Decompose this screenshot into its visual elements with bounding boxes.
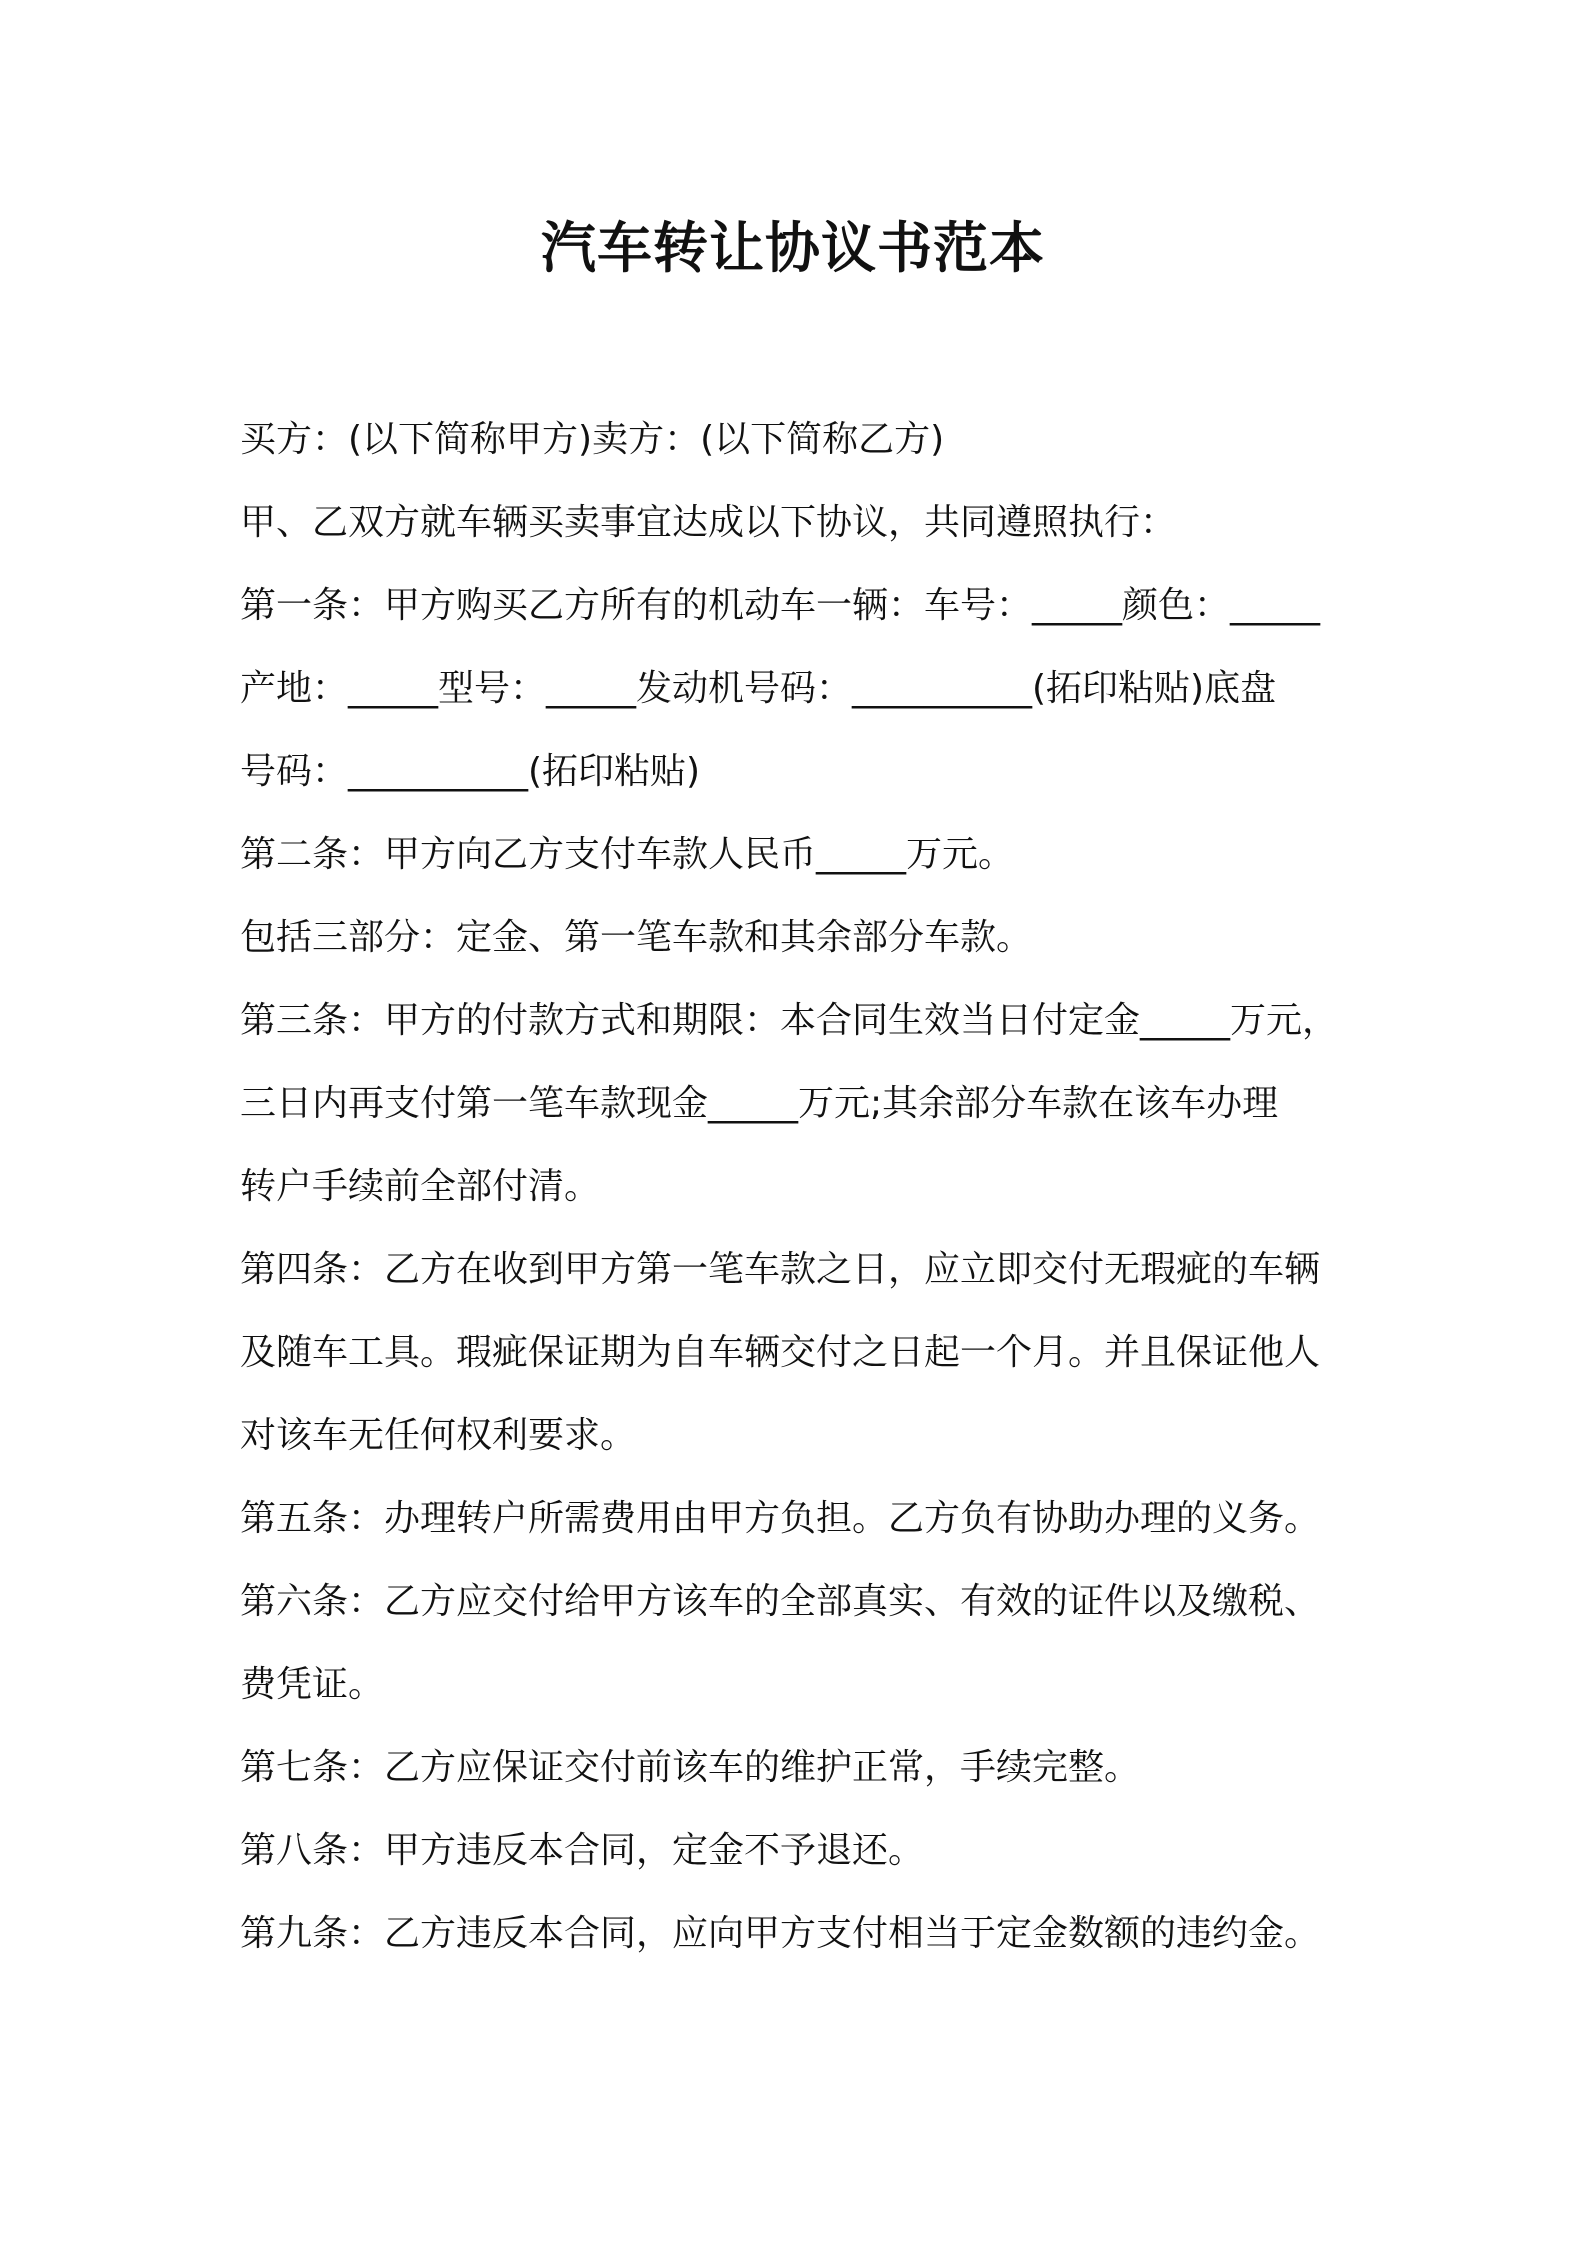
body-line-article-4-cont-2: 对该车无任何权利要求。 xyxy=(240,1415,637,1456)
body-line-article-6-cont: 费凭证。 xyxy=(240,1664,385,1705)
body-line-article-2: 第二条：甲方向乙方支付车款人民币_____万元。 xyxy=(240,834,1015,875)
body-line-parties: 买方：(以下简称甲方)卖方：(以下简称乙方) xyxy=(240,419,945,460)
body-line-article-6: 第六条：乙方应交付给甲方该车的全部真实、有效的证件以及缴税、 xyxy=(240,1581,1321,1622)
body-line-article-1: 第一条：甲方购买乙方所有的机动车一辆：车号：_____颜色：_____ xyxy=(240,585,1321,626)
body-line-article-3-cont-1: 三日内再支付第一笔车款现金_____万元;其余部分车款在该车办理 xyxy=(240,1083,1279,1124)
body-line-article-8: 第八条：甲方违反本合同，定金不予退还。 xyxy=(240,1830,925,1871)
body-line-article-1-cont-2: 号码：__________(拓印粘贴) xyxy=(240,751,701,792)
body-line-article-1-cont-1: 产地：_____型号：_____发动机号码：__________(拓印粘贴)底盘 xyxy=(240,668,1277,709)
body-line-article-3: 第三条：甲方的付款方式和期限：本合同生效当日付定金_____万元， xyxy=(240,1000,1339,1041)
body-line-article-9: 第九条：乙方违反本合同，应向甲方支付相当于定金数额的违约金。 xyxy=(240,1913,1321,1954)
document-body xyxy=(240,398,1350,1975)
body-line-article-5: 第五条：办理转户所需费用由甲方负担。乙方负有协助办理的义务。 xyxy=(240,1498,1321,1539)
body-line-article-2-cont: 包括三部分：定金、第一笔车款和其余部分车款。 xyxy=(240,917,1033,958)
body-line-agreement-intro: 甲、乙双方就车辆买卖事宜达成以下协议，共同遵照执行： xyxy=(240,502,1177,543)
body-line-article-3-cont-2: 转户手续前全部付清。 xyxy=(240,1166,601,1207)
body-line-article-4-cont-1: 及随车工具。瑕疵保证期为自车辆交付之日起一个月。并且保证他人 xyxy=(240,1332,1321,1373)
body-line-article-4: 第四条：乙方在收到甲方第一笔车款之日，应立即交付无瑕疵的车辆 xyxy=(240,1249,1321,1290)
body-line-article-7: 第七条：乙方应保证交付前该车的维护正常，手续完整。 xyxy=(240,1747,1141,1788)
document-title: 汽车转让协议书范本 xyxy=(540,216,1045,280)
